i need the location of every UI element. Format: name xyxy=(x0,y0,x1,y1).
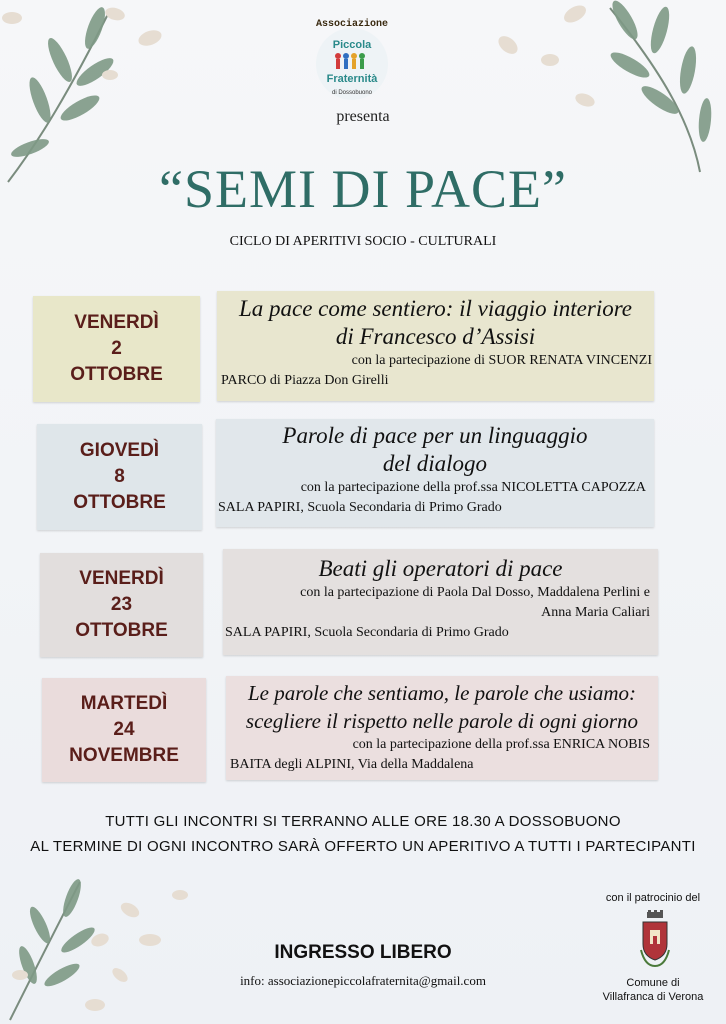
event-place: PARCO di Piazza Don Girelli xyxy=(221,373,389,388)
event-guest: con la partecipazione della prof.ssa ENRICA NOBIS xyxy=(352,737,650,752)
event-guest-cont: Anna Maria Caliari xyxy=(541,605,650,620)
event-title-cont: di Francesco d’Assisi xyxy=(335,324,536,349)
event-info-3 xyxy=(223,549,658,655)
event-info-1 xyxy=(217,291,654,401)
event-info-4 xyxy=(226,676,658,780)
event-date-2 xyxy=(37,424,202,530)
event-day-number: 8 xyxy=(114,466,125,487)
logo-text-piccola: Piccola xyxy=(332,39,372,51)
event-date-1 xyxy=(33,296,200,402)
presenta-text: presenta xyxy=(336,108,390,125)
logo-text-fraternita: Fraternità xyxy=(326,73,378,85)
event-title: Parole di pace per un linguaggio xyxy=(282,423,588,448)
schedule-note: TUTTI GLI INCONTRI SI TERRANNO ALLE ORE 18.30 A DOSSOBUONO xyxy=(105,813,621,830)
patrocinio-label: con il patrocinio del xyxy=(605,892,701,904)
event-day-number: 24 xyxy=(113,719,135,740)
event-info-2 xyxy=(216,419,654,527)
event-day: GIOVEDÌ xyxy=(79,440,160,461)
event-date-4 xyxy=(42,678,206,782)
event-place: SALA PAPIRI, Scuola Secondaria di Primo Grado xyxy=(225,625,509,640)
contact-email: info: associazionepiccolafraternita@gmail.com xyxy=(240,973,486,988)
logo-text-top: Associazione xyxy=(315,19,389,30)
event-day: VENERDÌ xyxy=(79,568,164,589)
comune-label xyxy=(588,976,718,1004)
comune-line-2: Villafranca di Verona xyxy=(602,991,704,1003)
event-day: VENERDÌ xyxy=(74,312,159,333)
event-month: NOVEMBRE xyxy=(69,745,179,766)
poster-subtitle: CICLO DI APERITIVI SOCIO - CULTURALI xyxy=(229,234,497,249)
event-date-3 xyxy=(40,553,203,657)
event-place: SALA PAPIRI, Scuola Secondaria di Primo Grado xyxy=(218,500,502,515)
event-month: OTTOBRE xyxy=(73,492,166,513)
comune-line-1: Comune di xyxy=(626,977,680,989)
event-place: BAITA degli ALPINI, Via della Maddalena xyxy=(230,757,474,772)
event-guest: con la partecipazione di Paola Dal Dosso, Maddalena Perlini e xyxy=(300,585,650,600)
event-title-cont: scegliere il rispetto nelle parole di ogni giorno xyxy=(245,709,639,733)
aperitivo-note: AL TERMINE DI OGNI INCONTRO SARÀ OFFERTO UN APERITIVO A TUTTI I PARTECIPANTI xyxy=(30,838,696,855)
event-day-number: 2 xyxy=(111,338,122,359)
event-guest: con la partecipazione della prof.ssa NICOLETTA CAPOZZA xyxy=(300,480,646,495)
event-day-number: 23 xyxy=(110,594,133,615)
event-title-cont: del dialogo xyxy=(382,451,488,476)
event-title: Beati gli operatori di pace xyxy=(318,556,563,581)
ingresso-libero: INGRESSO LIBERO xyxy=(274,942,452,963)
event-title: Le parole che sentiamo, le parole che usiamo: xyxy=(247,681,637,705)
crest-icon xyxy=(637,910,673,970)
event-title: La pace come sentiero: il viaggio interiore xyxy=(238,296,633,321)
event-day: MARTEDÌ xyxy=(80,693,168,714)
event-guest: con la partecipazione di SUOR RENATA VINCENZI xyxy=(351,353,652,368)
event-month: OTTOBRE xyxy=(75,620,168,641)
logo-text-bottom: di Dossobuono xyxy=(331,90,373,96)
event-month: OTTOBRE xyxy=(70,364,163,385)
poster-title: “SEMI DI PACE” xyxy=(158,159,567,219)
association-logo xyxy=(300,8,404,112)
